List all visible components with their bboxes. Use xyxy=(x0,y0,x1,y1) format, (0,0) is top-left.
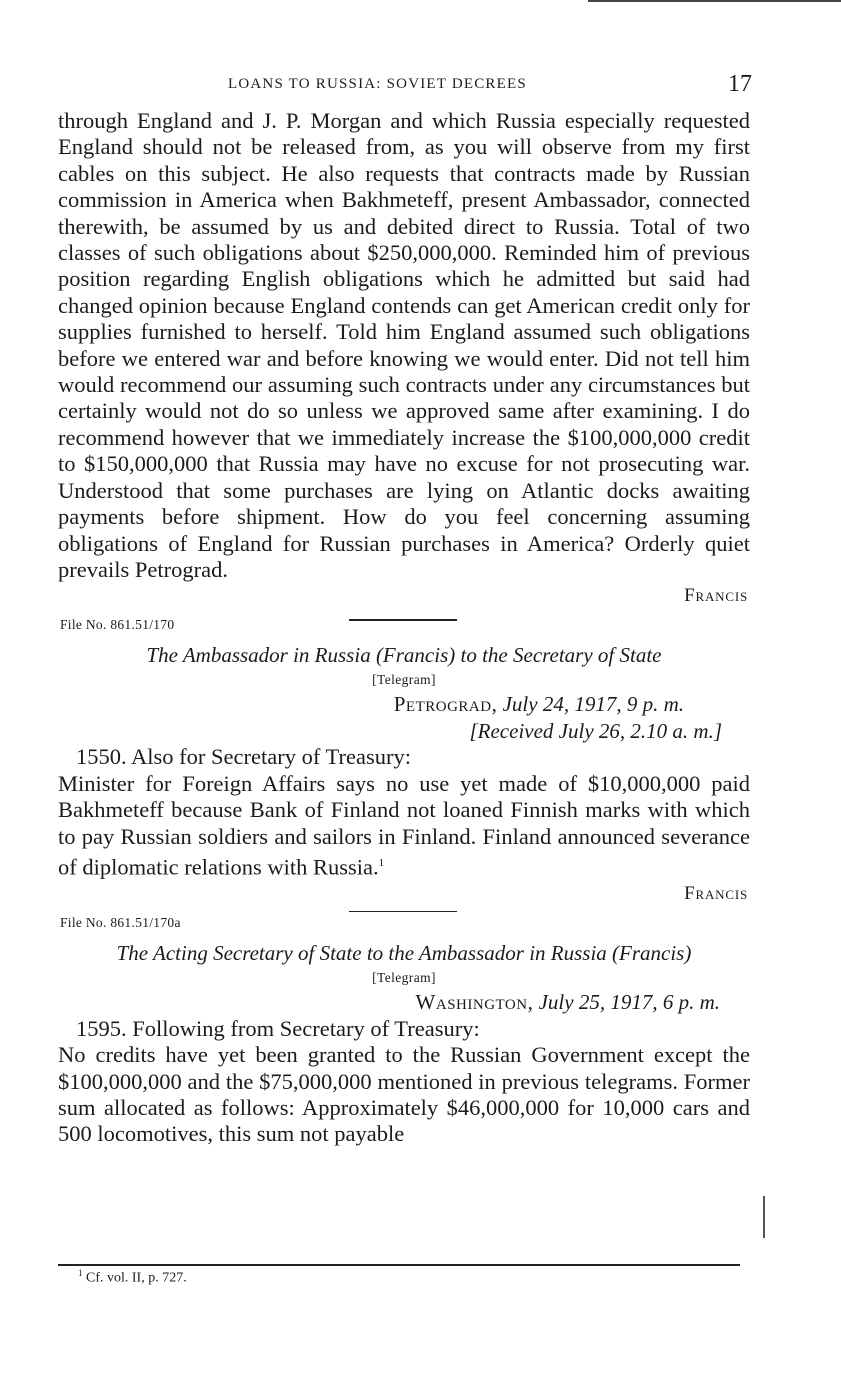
telegram-label-2: [Telegram] xyxy=(372,969,436,985)
received-line-1: [Received July 26, 2.10 a. m.] xyxy=(469,719,722,744)
signature-francis-2: Francis xyxy=(684,882,748,904)
dateline-date-1: July 24, 1917, 9 p. m. xyxy=(502,692,684,717)
section-divider-1 xyxy=(349,619,457,621)
section-divider-2 xyxy=(349,911,457,913)
dateline-date-2: July 25, 1917, 6 p. m. xyxy=(538,989,720,1014)
file-number-2: File No. 861.51/170a xyxy=(60,914,181,930)
document-heading-2: The Acting Secretary of State to the Ambassador in Russia (Francis) xyxy=(116,940,692,965)
message-body-1 xyxy=(58,771,750,881)
running-head xyxy=(58,72,750,102)
dateline-2 xyxy=(58,989,750,1016)
dateline-place-1: Petrograd, xyxy=(393,692,498,717)
margin-mark xyxy=(763,1196,765,1238)
file-row-1 xyxy=(58,609,750,637)
footnote xyxy=(78,1268,187,1287)
page-number: 17 xyxy=(728,71,752,97)
page-content xyxy=(58,72,750,1148)
dateline-place-2: Washington, xyxy=(415,989,534,1014)
message-body-2: No credits have yet been granted to the Russian Government except the $100,000,000 and the $75,000,000 mentioned in previous telegrams. Former sum allocated as follows: Approximately $46,000,000 for 10,000 cars and 500 locomotives, this sum not payable xyxy=(58,1042,750,1147)
continuation-paragraph: through England and J. P. Morgan and which Russia especially requested England should not be released from, as you will observe from my first cables on this subject. He also requests that contracts made by Russian commission in America when Bakhmeteff, present Ambassador, connected therewith, be assumed by us and debited direct to Russia. Total of two classes of such obligations about $250,000,000. Reminded him of previous position regarding English obligations which he admitted but said had changed opinion because England contends can get American credit only for supplies furnished to herself. Told him England assumed such obligations before we entered war and before knowing we would enter. Did not tell him would recommend our assuming such contracts under any circumstances but certainly would not do so unless we approved same after examining. I do recommend however that we immediately increase the $100,000,000 credit to $150,000,000 that Russia may have no excuse for not prosecuting war. Understood that some purchases are lying on Atlantic docks awaiting payments before shipment. How do you feel concerning assuming obligations of England for Russian purchases in America? Orderly quiet prevails Petrograd. xyxy=(58,108,750,582)
document-heading-1: The Ambassador in Russia (Francis) to the Secretary of State xyxy=(146,643,662,668)
footnote-rule xyxy=(58,1264,740,1266)
message-body-1-text: Minister for Foreign Affairs says no use yet made of $10,000,000 paid Bakhmeteff because Bank of Finland not loaned Finnish marks with which to pay Russian soldiers and sailors in Finland. Finland announced severance of diplomatic relations with Russia. xyxy=(58,770,750,880)
footnote-text: Cf. vol. II, p. 727. xyxy=(86,1270,187,1286)
top-edge-rule xyxy=(588,0,841,2)
dateline-1 xyxy=(58,691,750,718)
message-number-1: 1550. Also for Secretary of Treasury: xyxy=(76,744,411,770)
signature-francis-1: Francis xyxy=(684,585,748,607)
telegram-label-1: [Telegram] xyxy=(372,672,436,688)
file-number-1: File No. 861.51/170 xyxy=(60,617,175,633)
footnote-reference: 1 xyxy=(378,856,385,869)
message-number-2: 1595. Following from Secretary of Treasury: xyxy=(76,1015,480,1041)
footnote-mark: 1 xyxy=(78,1268,83,1278)
file-row-2 xyxy=(58,907,750,935)
running-head-title: LOANS TO RUSSIA: SOVIET DECREES xyxy=(228,76,527,92)
